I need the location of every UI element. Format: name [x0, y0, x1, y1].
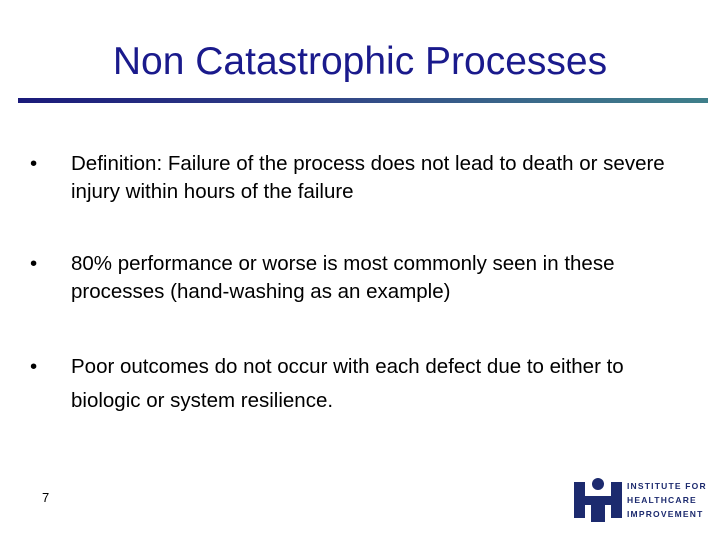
slide-title: Non Catastrophic Processes — [112, 40, 608, 83]
logo-line-3: IMPROVEMENT — [627, 509, 704, 519]
bullet-marker: • — [30, 152, 38, 175]
bullet-text: 80% performance or worse is most commonly seen in these processes (hand-washing as an example) — [71, 252, 615, 303]
bullet-item-performance — [30, 250, 690, 306]
bullet-item-outcomes — [30, 350, 690, 418]
page-number: 7 — [42, 490, 50, 505]
bullet-item-definition — [30, 150, 690, 206]
bullet-text: Poor outcomes do not occur with each defect due to either to biologic or system resilience. — [71, 355, 624, 412]
bullet-marker: • — [30, 355, 38, 378]
bullet-text: Definition: Failure of the process does not lead to death or severe injury within hours of the failure — [71, 152, 665, 203]
bullet-list — [30, 150, 690, 462]
bullet-marker: • — [30, 252, 38, 275]
logo-line-1: INSTITUTE FOR — [627, 481, 707, 491]
ihi-logo-text — [627, 479, 707, 521]
ihi-logo-icon — [574, 478, 622, 522]
ihi-logo — [574, 478, 707, 522]
logo-line-2: HEALTHCARE — [627, 495, 697, 505]
title-divider — [18, 98, 708, 103]
